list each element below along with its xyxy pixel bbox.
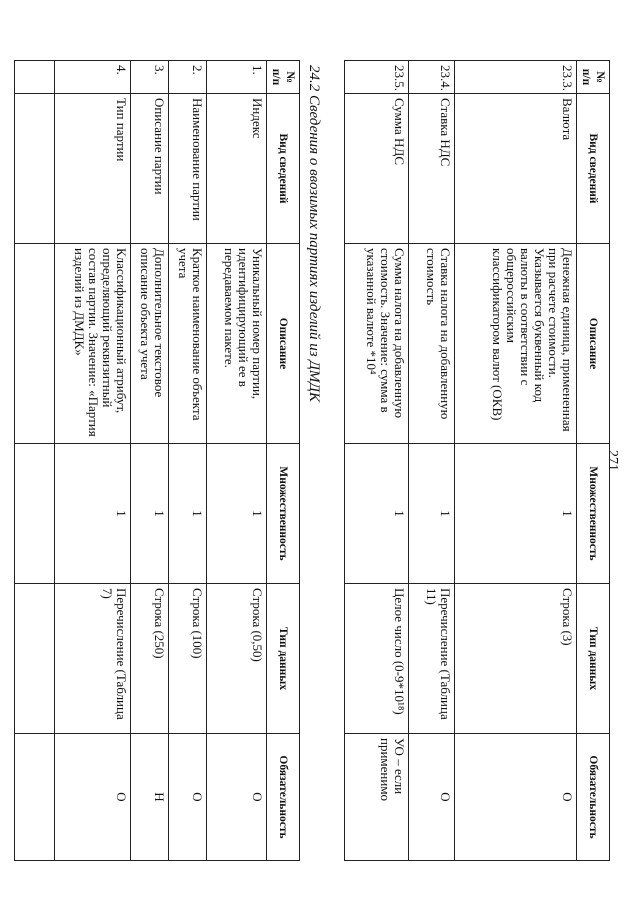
cell-req: О	[455, 734, 577, 861]
cell-num: 23.3.	[455, 61, 577, 94]
cell-kind: Наименование партии	[169, 94, 207, 244]
cell-type: Строка (100)	[169, 584, 207, 734]
cell-type: Строка (0,50)	[207, 584, 267, 734]
batches-table	[14, 60, 300, 861]
cell-mult: 1	[409, 444, 455, 584]
vat-table	[344, 60, 610, 861]
cell-num: 23.5.	[345, 61, 409, 94]
cell-desc: Классификационный атрибут, определяющий реквизитный состав партии. Значение: «Партия изделий из ДМДК»	[55, 244, 131, 444]
cell-req: Н	[131, 734, 169, 861]
cell-desc: Денежная единица, примененная при расчете стоимости. Указывается буквенный код валюты в соответствии с общероссийским классификатором валют (ОКВ)	[455, 244, 577, 444]
cell-kind: Тип партии	[55, 94, 131, 244]
page-number: 271	[605, 450, 620, 471]
header-kind: Вид сведений	[577, 94, 610, 244]
header-req: Обязательность	[267, 734, 300, 861]
table-row	[169, 61, 207, 861]
header-type: Тип данных	[267, 584, 300, 734]
cell-desc: Уникальный номер партии, идентифицирующий ее в передаваемом пакете.	[207, 244, 267, 444]
cell-type: Перечисление (Таблица 7)	[55, 584, 131, 734]
header-mult: Множественность	[267, 444, 300, 584]
cell-num: 23.4.	[409, 61, 455, 94]
cell-kind: Сумма НДС	[345, 94, 409, 244]
cell-num: 4.	[55, 61, 131, 94]
cell-num: 3.	[131, 61, 169, 94]
header-kind: Вид сведений	[267, 94, 300, 244]
cell-mult: 1	[169, 444, 207, 584]
cell-mult: 1	[345, 444, 409, 584]
cell-kind: Индекс	[207, 94, 267, 244]
cell-req: О	[55, 734, 131, 861]
cell-req: О	[409, 734, 455, 861]
cell-mult: 1	[207, 444, 267, 584]
table-header-row	[577, 61, 610, 861]
cell-type: Строка (3)	[455, 584, 577, 734]
table-row-empty	[15, 61, 55, 861]
cell-desc: Краткое наименование объекта учета	[169, 244, 207, 444]
cell-kind: Описание партии	[131, 94, 169, 244]
table-header-row	[267, 61, 300, 861]
cell-req: О	[169, 734, 207, 861]
header-type: Тип данных	[577, 584, 610, 734]
cell-desc: Ставка налога на добавленную стоимость	[409, 244, 455, 444]
table-row	[455, 61, 577, 861]
table-row	[131, 61, 169, 861]
cell-num: 1.	[207, 61, 267, 94]
cell-req: О	[207, 734, 267, 861]
cell-kind: Валюта	[455, 94, 577, 244]
cell-mult: 1	[55, 444, 131, 584]
section-caption: 24.2 Сведения о ввозимых партиях изделий из ДМДК	[306, 65, 322, 402]
header-req: Обязательность	[577, 734, 610, 861]
header-num: № п/п	[577, 61, 610, 94]
cell-num: 2.	[169, 61, 207, 94]
cell-mult: 1	[455, 444, 577, 584]
header-desc: Описание	[267, 244, 300, 444]
cell-type: Целое число (0-9*10¹⁸)	[345, 584, 409, 734]
cell-type: Перечисление (Таблица 11)	[409, 584, 455, 734]
header-num: № п/п	[267, 61, 300, 94]
cell-desc: Дополнительное текстовое описание объекта учета	[131, 244, 169, 444]
table-row	[409, 61, 455, 861]
cell-desc: Сумма налога на добавленную стоимость. Значение: сумма в указанной валюте *10⁴	[345, 244, 409, 444]
header-mult: Множественность	[577, 444, 610, 584]
cell-mult: 1	[131, 444, 169, 584]
table-row	[207, 61, 267, 861]
table-row	[345, 61, 409, 861]
cell-kind: Ставка НДС	[409, 94, 455, 244]
table-row	[55, 61, 131, 861]
cell-type: Строка (250)	[131, 584, 169, 734]
header-desc: Описание	[577, 244, 610, 444]
cell-req: УО – если применимо	[345, 734, 409, 861]
